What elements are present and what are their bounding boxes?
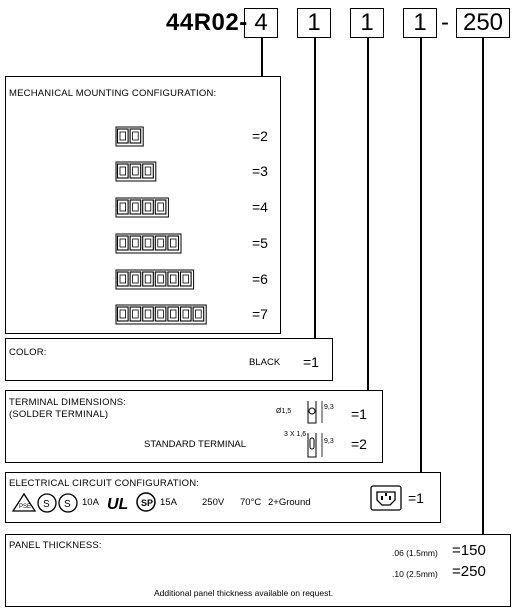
- leader-line-circuit: [420, 38, 422, 472]
- terminal-opt2-height: 9,3: [324, 438, 334, 445]
- round-terminal-icon: [302, 397, 342, 427]
- circuit-value: =1: [408, 490, 424, 506]
- panel-thickness-section: [5, 534, 511, 607]
- part-number-prefix: 44R02-: [166, 9, 248, 36]
- mounting-strip-2: [116, 127, 143, 146]
- mounting-value-2: =2: [252, 128, 268, 144]
- panel-opt1-label: .06 (1.5mm): [392, 548, 438, 558]
- mounting-strip-4: [116, 198, 168, 217]
- code-box-panel: 250: [456, 8, 510, 38]
- circuit-title: ELECTRICAL CIRCUIT CONFIGURATION:: [9, 478, 200, 489]
- mounting-options-drawing: [6, 77, 282, 335]
- mounting-strip-7: [116, 305, 206, 324]
- rating-left: 10A: [82, 497, 99, 508]
- leader-line-mounting: [261, 38, 263, 76]
- mounting-value-6: =6: [252, 271, 268, 287]
- mounting-value-3: =3: [252, 163, 268, 179]
- code-box-mounting: 4: [244, 8, 278, 38]
- code-dash: -: [441, 9, 449, 36]
- svg-text:PSE: PSE: [19, 504, 32, 510]
- ul-csa-marks-icon: [106, 489, 160, 515]
- terminal-opt2-value: =2: [351, 436, 367, 452]
- ul-mark: UL: [107, 496, 129, 513]
- voltage-rating: 250V: [202, 497, 225, 508]
- slotted-terminal-icon: [302, 429, 342, 461]
- terminal-opt1-value: =1: [351, 406, 367, 422]
- svg-text:S: S: [43, 499, 50, 510]
- certification-marks-left-icon: [10, 490, 84, 516]
- svg-text:S: S: [64, 499, 71, 510]
- code-box-terminal: 1: [350, 8, 384, 38]
- terminal-opt1-diameter: Ø1,5: [276, 408, 292, 415]
- mounting-value-4: =4: [252, 199, 268, 215]
- mounting-value-7: =7: [252, 306, 268, 322]
- terminal-opt2-slot: 3 X 1,6: [284, 431, 307, 438]
- mounting-title: MECHANICAL MOUNTING CONFIGURATION:: [9, 88, 217, 99]
- circuit-section: [5, 472, 441, 523]
- mounting-value-5: =5: [252, 235, 268, 251]
- code-box-color: 1: [297, 8, 331, 38]
- mounting-section: [5, 76, 281, 334]
- ground-config: 2+Ground: [268, 497, 311, 508]
- svg-text:SP: SP: [141, 498, 154, 508]
- code-box-circuit: 1: [403, 8, 437, 38]
- mounting-strip-3: [116, 162, 156, 181]
- temperature-rating: 70°C: [240, 497, 262, 508]
- mounting-strip-5: [116, 234, 181, 253]
- color-title: COLOR:: [9, 347, 47, 358]
- panel-opt1-value: =150: [452, 542, 486, 559]
- leader-line-terminal: [367, 38, 369, 390]
- terminal-opt2-label: STANDARD TERMINAL: [144, 439, 247, 450]
- panel-note: Additional panel thickness available on request.: [154, 588, 334, 598]
- terminal-opt1-height: 9,3: [324, 404, 334, 411]
- leader-line-color: [314, 38, 316, 338]
- mounting-strip-6: [116, 270, 194, 289]
- color-value: =1: [303, 354, 319, 370]
- terminal-section: [5, 390, 383, 463]
- panel-opt2-label: .10 (2.5mm): [392, 569, 438, 579]
- terminal-subtitle: (SOLDER TERMINAL): [9, 409, 109, 420]
- color-section: [5, 338, 333, 381]
- terminal-title: TERMINAL DIMENSIONS:: [9, 397, 127, 408]
- rating-right: 15A: [160, 497, 177, 508]
- color-option-black: BLACK: [249, 357, 281, 368]
- panel-opt2-value: =250: [452, 563, 486, 580]
- iec-inlet-icon: [370, 485, 402, 511]
- leader-line-panel: [482, 38, 484, 534]
- panel-title: PANEL THICKNESS:: [9, 540, 102, 551]
